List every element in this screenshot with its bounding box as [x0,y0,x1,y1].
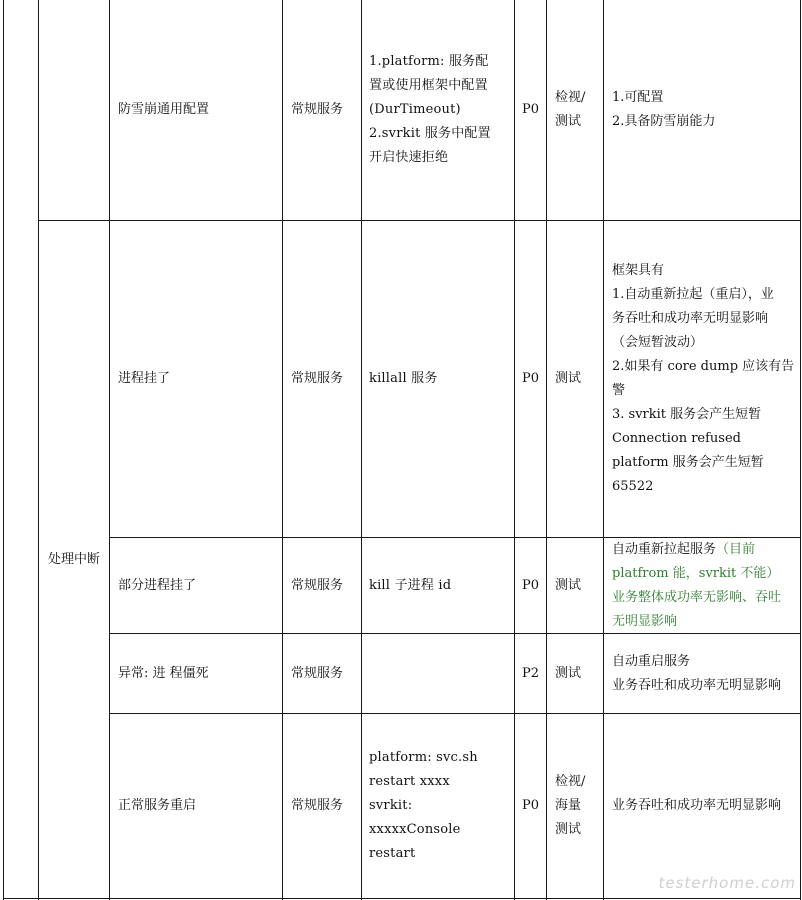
service-type-text: 常规服务 [291,798,344,813]
method-line: kill 子进程 id [369,577,452,593]
verify-cell [547,634,603,713]
method-cell [362,538,514,633]
expected-line: 警 [612,383,626,398]
verify-line: 测试 [555,371,582,386]
table-row [110,714,282,898]
expected-line: 3. svrkit 服务会产生短暂 [612,407,762,422]
scenario-text: 防雪崩通用配置 [118,102,210,117]
expected-line: 1.自动重新拉起（重启），业 [612,287,774,302]
scenario-text: 进程挂了 [118,371,171,386]
expected-line [612,538,755,562]
method-line: 开启快速拒绝 [369,150,449,165]
method-line: svrkit: [369,798,413,813]
service-type-text: 常规服务 [291,665,344,681]
expected-line: 自动重启服务 [612,653,691,669]
method-line: 置或使用框架中配置 [369,78,488,93]
verify-cell [547,714,603,898]
priority-text: P0 [521,371,540,386]
verify-line: 测试 [555,665,582,681]
expected-line: 框架具有 [612,263,665,278]
priority-text: P0 [521,102,540,117]
verify-line: 检视/ [555,90,586,105]
table-row [110,634,282,713]
method-line: platform: svc.sh [369,750,478,765]
table-row [110,221,282,537]
verify-line: 海量 [555,798,582,813]
watermark: testerhome.com [658,874,796,892]
expected-line: 业务吞吐和成功率无明显影响 [612,798,782,813]
service-type-cell [283,634,361,713]
service-type-text: 常规服务 [291,102,344,117]
verify-cell [547,221,603,537]
priority-cell [515,221,546,537]
scenario-text: 异常: 进 程僵死 [118,665,209,681]
service-type-cell [283,221,361,537]
group-label-cell [39,221,109,898]
verify-cell [547,0,603,220]
expected-cell [604,221,800,537]
expected-note: 无明显影响 [612,613,678,629]
expected-line: 务吞吐和成功率无明显影响 [612,311,769,326]
priority-cell [515,538,546,633]
expected-line: 65522 [612,479,654,494]
method-cell [362,0,514,220]
method-line: killall 服务 [369,371,438,386]
service-type-cell [283,538,361,633]
method-cell [362,634,514,713]
expected-note: platfrom 能，svrkit 不能） [612,565,780,581]
priority-cell [515,714,546,898]
grid-line [3,0,4,900]
priority-cell [515,0,546,220]
expected-note: （目前 [716,541,756,557]
expected-cell [604,538,800,633]
expected-line: （会短暂波动） [612,335,704,350]
method-line: (DurTimeout) [369,102,461,117]
method-line: restart xxxx [369,774,450,789]
expected-cell [604,714,800,898]
method-line: xxxxxConsole [369,822,461,837]
method-cell [362,714,514,898]
grid-line [3,898,801,899]
priority-cell [515,634,546,713]
method-cell [362,221,514,537]
expected-line: 业务吞吐和成功率无明显影响 [612,677,782,693]
expected-note: 业务整体成功率无影响、吞吐 [612,589,782,605]
service-type-cell [283,0,361,220]
expected-line: 1.可配置 [612,90,664,105]
service-type-cell [283,714,361,898]
priority-text: P0 [521,577,540,593]
method-line: restart [369,846,416,861]
method-line: 2.svrkit 服务中配置 [369,126,491,141]
grid-line [800,0,801,900]
scenario-text: 部分进程挂了 [118,577,197,593]
verify-line: 测试 [555,577,582,593]
priority-text: P0 [521,798,540,813]
expected-line: platform 服务会产生短暂 [612,455,764,470]
expected-cell [604,0,800,220]
service-type-text: 常规服务 [291,371,344,386]
expected-line: 2.具备防雪崩能力 [612,114,716,129]
service-type-text: 常规服务 [291,577,344,593]
table-row [110,538,282,633]
expected-text: 自动重新拉起服务 [612,541,717,557]
priority-text: P2 [521,665,540,681]
verify-line: 测试 [555,822,582,837]
table-row [110,0,282,220]
group-label: 处理中断 [47,551,100,567]
scenario-text: 正常服务重启 [118,798,197,813]
expected-cell [604,634,800,713]
verify-line: 测试 [555,114,582,129]
verify-cell [547,538,603,633]
expected-line: Connection refused [612,431,741,446]
method-line: 1.platform: 服务配 [369,54,489,69]
expected-line: 2.如果有 core dump 应该有告 [612,359,795,374]
verify-line: 检视/ [555,774,586,789]
